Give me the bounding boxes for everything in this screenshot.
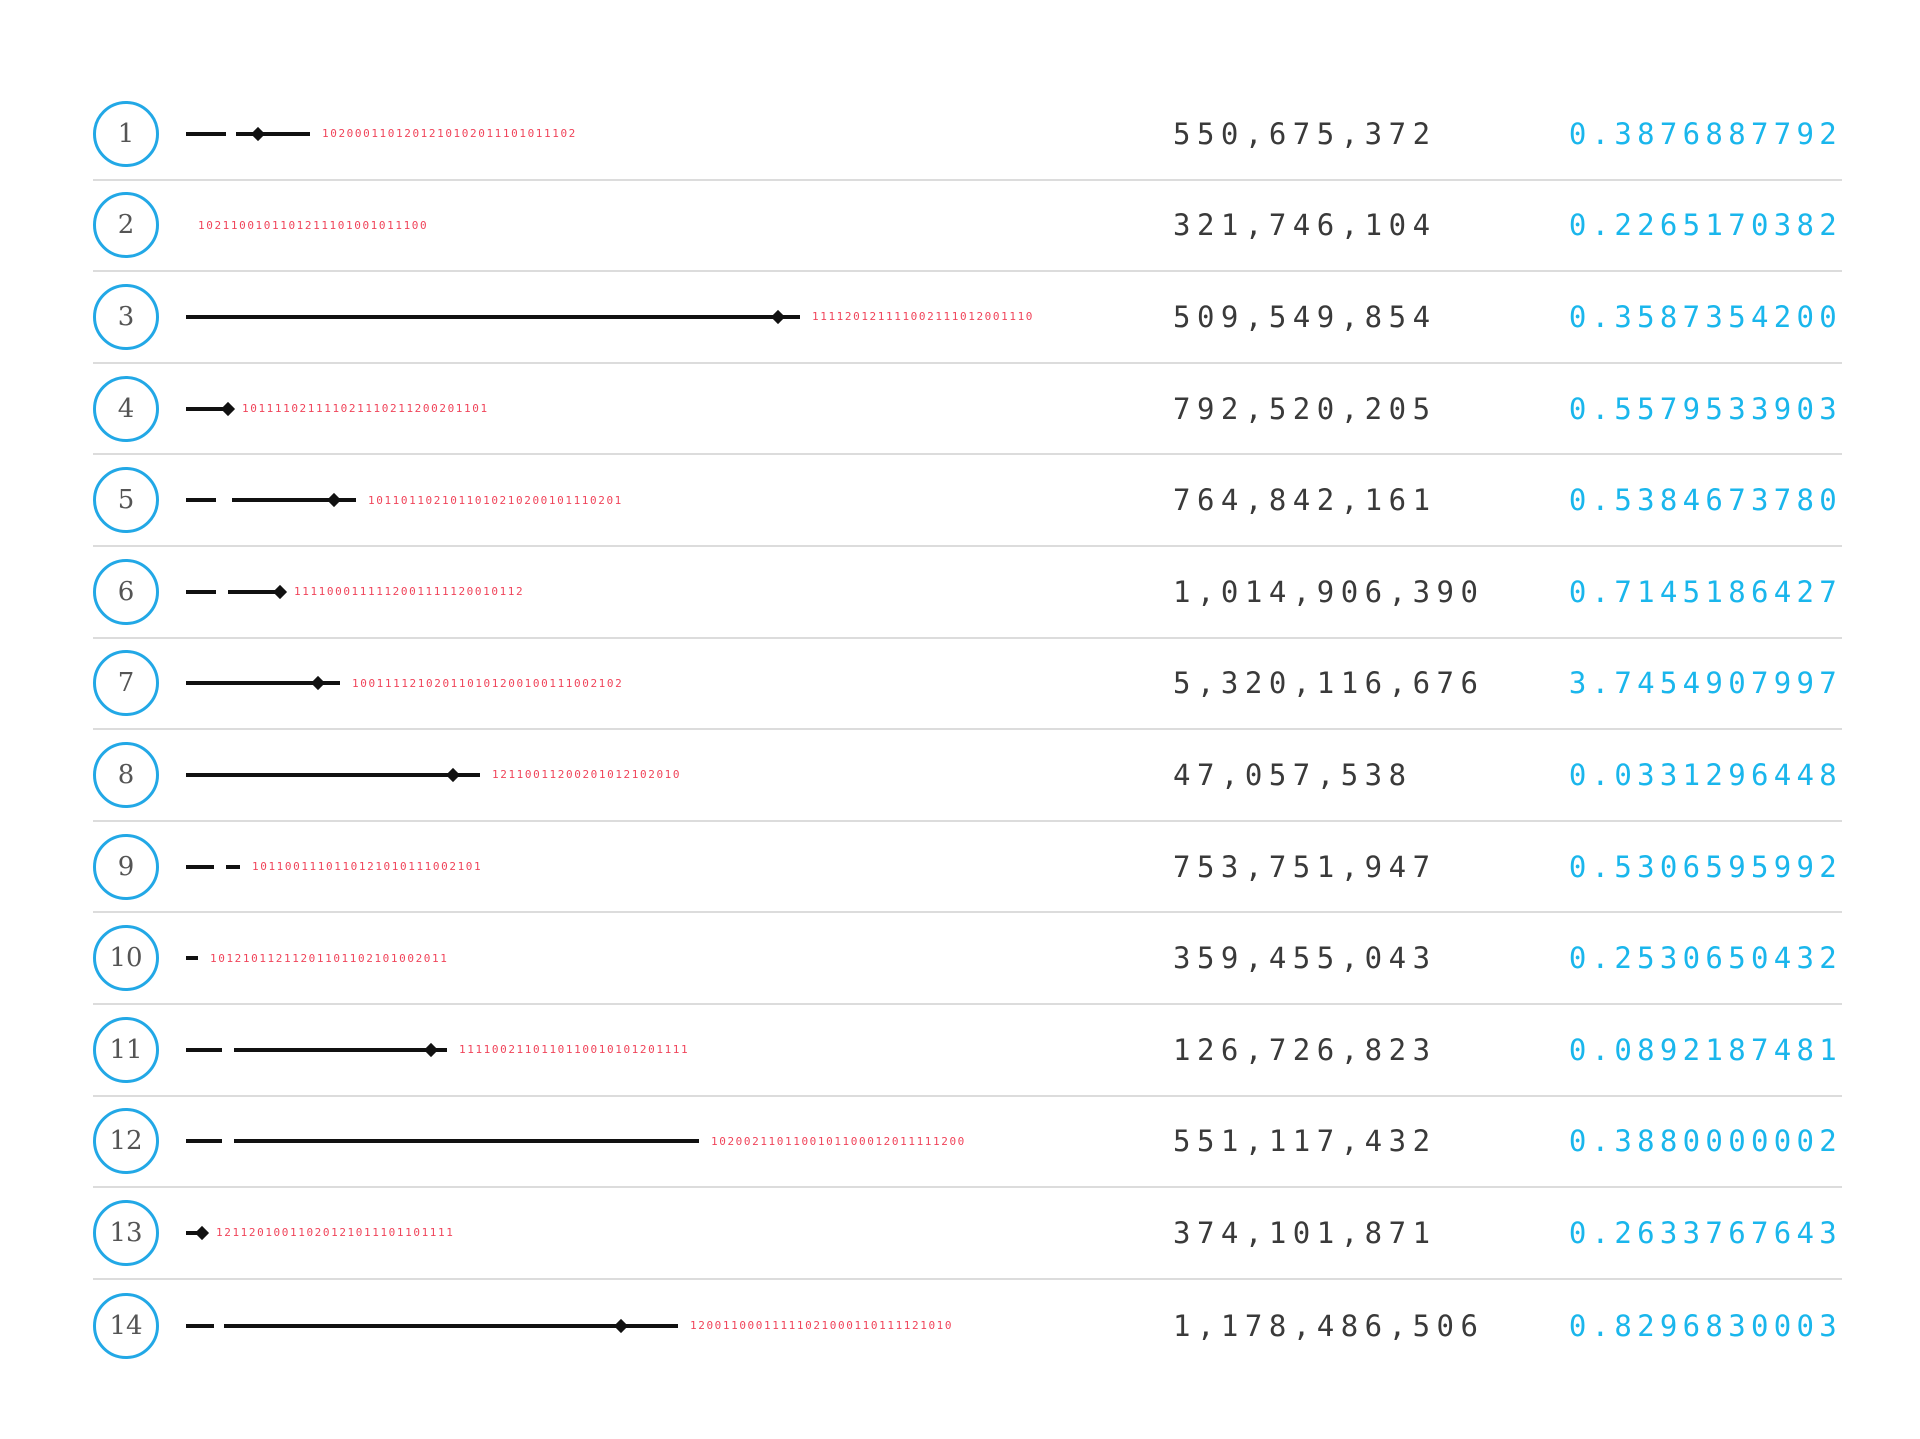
row-ratio: 0.2633767643 xyxy=(1568,1215,1842,1250)
table-row xyxy=(93,1280,1842,1372)
bit-string: 1111002110110110010101201111 xyxy=(459,1043,690,1057)
table-row xyxy=(93,181,1842,273)
diamond-marker-icon xyxy=(614,1318,628,1332)
row-ratio: 0.8296830003 xyxy=(1568,1308,1842,1343)
line-segment xyxy=(186,773,451,777)
bit-string: 12112010011020121011101101111 xyxy=(216,1226,455,1240)
line-segment xyxy=(234,1139,699,1143)
row-index-badge: 2 xyxy=(93,192,159,258)
bit-line xyxy=(186,213,428,237)
table-row xyxy=(93,455,1842,547)
table-row xyxy=(93,272,1842,364)
diamond-marker-icon xyxy=(273,585,287,599)
bit-string: 1011011021011010210200101110201 xyxy=(368,493,623,507)
row-value: 5,320,116,676 xyxy=(1173,666,1485,701)
bit-string: 1020001101201210102011101011102 xyxy=(322,127,577,141)
bit-string: 12110011200201012102010 xyxy=(492,768,682,782)
row-index-badge: 10 xyxy=(93,925,159,991)
line-segment xyxy=(226,865,240,869)
row-value: 1,178,486,506 xyxy=(1173,1308,1485,1343)
bit-line xyxy=(186,1038,689,1062)
row-index-badge: 3 xyxy=(93,284,159,350)
row-index-badge: 9 xyxy=(93,834,159,900)
diamond-marker-icon xyxy=(771,310,785,324)
bit-line xyxy=(186,946,448,970)
row-value: 374,101,871 xyxy=(1173,1215,1437,1250)
table-row xyxy=(93,1097,1842,1189)
diamond-marker-icon xyxy=(251,127,265,141)
diamond-marker-icon xyxy=(311,676,325,690)
bit-string: 12001100011111021000110111121010 xyxy=(690,1319,954,1333)
row-index-badge: 6 xyxy=(93,559,159,625)
row-ratio: 0.0892187481 xyxy=(1568,1032,1842,1067)
row-value: 550,675,372 xyxy=(1173,116,1437,151)
bit-string: 1020021101100101100012011111200 xyxy=(711,1134,966,1148)
line-segment xyxy=(186,590,216,594)
row-ratio: 0.7145186427 xyxy=(1568,574,1842,609)
table-row xyxy=(93,822,1842,914)
bit-string: 100111121020110101200100111002102 xyxy=(352,676,624,690)
row-value: 792,520,205 xyxy=(1173,391,1437,426)
row-ratio: 0.2265170382 xyxy=(1568,208,1842,243)
line-segment xyxy=(224,1324,619,1328)
row-value: 47,057,538 xyxy=(1173,757,1413,792)
diamond-marker-icon xyxy=(221,402,235,416)
table-row xyxy=(93,364,1842,456)
row-ratio: 0.0331296448 xyxy=(1568,757,1842,792)
bit-line xyxy=(186,397,489,421)
bit-line xyxy=(186,122,577,146)
table-row xyxy=(93,547,1842,639)
line-segment xyxy=(228,590,278,594)
bit-line xyxy=(186,1314,953,1338)
table-row xyxy=(93,639,1842,731)
diamond-marker-icon xyxy=(327,493,341,507)
bit-string: 1111000111112001111120010112 xyxy=(294,585,525,599)
table-row xyxy=(93,1005,1842,1097)
table-row xyxy=(93,1188,1842,1280)
row-index-badge: 12 xyxy=(93,1108,159,1174)
bit-string: 101111021111021110211200201101 xyxy=(242,402,489,416)
row-index-badge: 7 xyxy=(93,650,159,716)
line-segment xyxy=(186,315,776,319)
row-ratio: 0.5579533903 xyxy=(1568,391,1842,426)
line-segment xyxy=(234,1048,429,1052)
line-segment xyxy=(186,1324,214,1328)
row-index-badge: 14 xyxy=(93,1293,159,1359)
row-ratio: 0.2530650432 xyxy=(1568,941,1842,976)
diamond-marker-icon xyxy=(424,1043,438,1057)
row-value: 764,842,161 xyxy=(1173,483,1437,518)
bit-line xyxy=(186,488,623,512)
bit-line xyxy=(186,580,524,604)
row-index-badge: 13 xyxy=(93,1200,159,1266)
bit-line xyxy=(186,1129,966,1153)
bit-string: 1011001110110121010111002101 xyxy=(252,860,483,874)
row-value: 1,014,906,390 xyxy=(1173,574,1485,609)
row-index-badge: 11 xyxy=(93,1017,159,1083)
table-row xyxy=(93,730,1842,822)
row-ratio: 0.3880000002 xyxy=(1568,1124,1842,1159)
table-row xyxy=(93,913,1842,1005)
line-segment xyxy=(186,498,216,502)
bit-string: 10121011211201101102101002011 xyxy=(210,951,449,965)
row-index-badge: 5 xyxy=(93,467,159,533)
row-value: 126,726,823 xyxy=(1173,1032,1437,1067)
line-segment xyxy=(623,1324,678,1328)
row-value: 359,455,043 xyxy=(1173,941,1437,976)
bit-string: 1021100101101211101001011100 xyxy=(198,218,429,232)
table-row xyxy=(93,89,1842,181)
row-ratio: 0.3587354200 xyxy=(1568,299,1842,334)
row-value: 321,746,104 xyxy=(1173,208,1437,243)
bit-line xyxy=(186,1221,454,1245)
row-value: 753,751,947 xyxy=(1173,849,1437,884)
row-ratio: 0.5384673780 xyxy=(1568,483,1842,518)
diamond-marker-icon xyxy=(446,768,460,782)
line-segment xyxy=(186,132,226,136)
line-segment xyxy=(186,1048,222,1052)
bit-line xyxy=(186,671,623,695)
row-index-badge: 8 xyxy=(93,742,159,808)
row-index-badge: 1 xyxy=(93,101,159,167)
row-value: 551,117,432 xyxy=(1173,1124,1437,1159)
bit-line xyxy=(186,305,1034,329)
bit-line xyxy=(186,763,681,787)
line-segment xyxy=(186,681,316,685)
data-table xyxy=(93,89,1842,1371)
line-segment xyxy=(186,956,198,960)
line-segment xyxy=(186,1139,222,1143)
bit-line xyxy=(186,855,482,879)
row-ratio: 0.3876887792 xyxy=(1568,116,1842,151)
row-ratio: 0.5306595992 xyxy=(1568,849,1842,884)
row-ratio: 3.7454907997 xyxy=(1568,666,1842,701)
line-segment xyxy=(232,498,332,502)
line-segment xyxy=(260,132,310,136)
line-segment xyxy=(186,865,214,869)
bit-string: 111120121111002111012001110 xyxy=(812,310,1035,324)
row-index-badge: 4 xyxy=(93,376,159,442)
diamond-marker-icon xyxy=(195,1226,209,1240)
row-value: 509,549,854 xyxy=(1173,299,1437,334)
